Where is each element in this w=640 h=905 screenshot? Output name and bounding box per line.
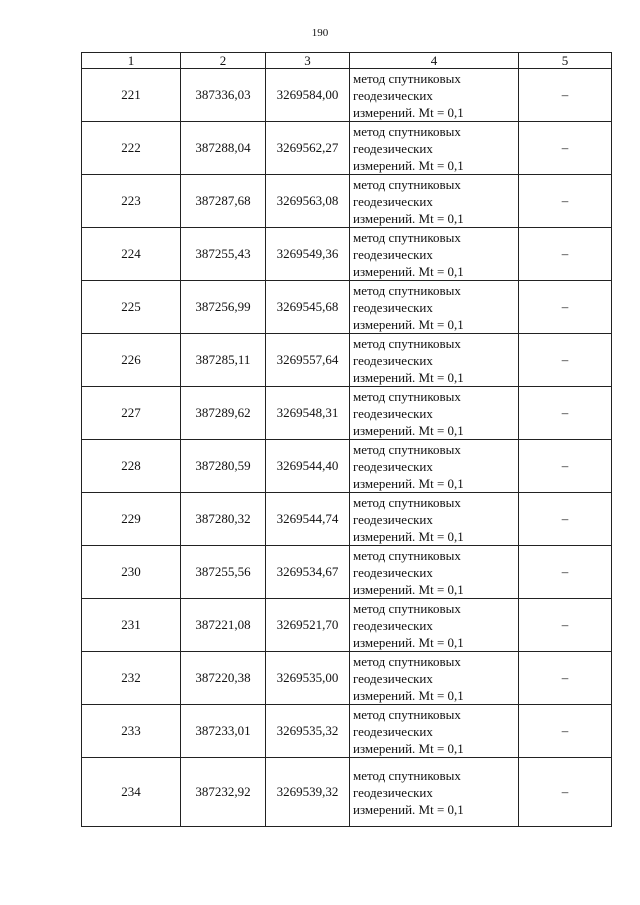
y-coordinate-cell: 3269545,68: [266, 281, 350, 334]
table-header-row: [82, 53, 612, 69]
x-coordinate-cell: 387255,43: [181, 228, 266, 281]
method-line: измерений. Mt = 0,1: [353, 687, 464, 703]
method-line: геодезических: [353, 405, 433, 421]
coordinates-table: [81, 52, 612, 827]
note-cell: –: [519, 546, 612, 599]
method-line: измерений. Mt = 0,1: [353, 740, 464, 756]
method-cell: [350, 546, 519, 599]
method-line: метод спутниковых: [353, 229, 461, 245]
method-cell: [350, 122, 519, 175]
method-cell: [350, 705, 519, 758]
x-coordinate-cell: 387233,01: [181, 705, 266, 758]
method-cell: [350, 652, 519, 705]
point-number-cell: 232: [82, 652, 181, 705]
x-coordinate-cell: 387280,59: [181, 440, 266, 493]
method-cell: [350, 758, 519, 827]
method-line: метод спутниковых: [353, 282, 461, 298]
table-row: [82, 546, 612, 599]
x-coordinate-cell: 387280,32: [181, 493, 266, 546]
method-line: измерений. Mt = 0,1: [353, 316, 464, 332]
x-coordinate-cell: 387287,68: [181, 175, 266, 228]
method-line: метод спутниковых: [353, 494, 461, 510]
method-line: измерений. Mt = 0,1: [353, 422, 464, 438]
point-number-cell: 223: [82, 175, 181, 228]
y-coordinate-cell: 3269544,74: [266, 493, 350, 546]
method-line: измерений. Mt = 0,1: [353, 210, 464, 226]
y-coordinate-cell: 3269535,32: [266, 705, 350, 758]
method-line: метод спутниковых: [353, 767, 461, 783]
column-header-3: 3: [266, 53, 350, 69]
table-row: [82, 175, 612, 228]
method-line: геодезических: [353, 511, 433, 527]
method-line: измерений. Mt = 0,1: [353, 104, 464, 120]
x-coordinate-cell: 387285,11: [181, 334, 266, 387]
method-line: геодезических: [353, 670, 433, 686]
method-line: метод спутниковых: [353, 547, 461, 563]
method-line: измерений. Mt = 0,1: [353, 157, 464, 173]
x-coordinate-cell: 387255,56: [181, 546, 266, 599]
method-line: измерений. Mt = 0,1: [353, 581, 464, 597]
y-coordinate-cell: 3269563,08: [266, 175, 350, 228]
note-cell: –: [519, 705, 612, 758]
point-number-cell: 228: [82, 440, 181, 493]
note-cell: –: [519, 69, 612, 122]
method-line: измерений. Mt = 0,1: [353, 475, 464, 491]
method-line: геодезических: [353, 299, 433, 315]
x-coordinate-cell: 387220,38: [181, 652, 266, 705]
y-coordinate-cell: 3269535,00: [266, 652, 350, 705]
method-cell: [350, 175, 519, 228]
method-cell: [350, 228, 519, 281]
point-number-cell: 229: [82, 493, 181, 546]
method-line: геодезических: [353, 193, 433, 209]
method-line: геодезических: [353, 87, 433, 103]
note-cell: –: [519, 387, 612, 440]
method-cell: [350, 334, 519, 387]
table-row: [82, 69, 612, 122]
y-coordinate-cell: 3269562,27: [266, 122, 350, 175]
point-number-cell: 233: [82, 705, 181, 758]
y-coordinate-cell: 3269544,40: [266, 440, 350, 493]
method-cell: [350, 440, 519, 493]
method-line: геодезических: [353, 352, 433, 368]
method-line: геодезических: [353, 784, 433, 800]
method-line: геодезических: [353, 564, 433, 580]
x-coordinate-cell: 387289,62: [181, 387, 266, 440]
table-row: [82, 228, 612, 281]
x-coordinate-cell: 387256,99: [181, 281, 266, 334]
method-line: измерений. Mt = 0,1: [353, 263, 464, 279]
point-number-cell: 231: [82, 599, 181, 652]
table-body: [82, 69, 612, 827]
x-coordinate-cell: 387336,03: [181, 69, 266, 122]
method-line: геодезических: [353, 458, 433, 474]
table-row: [82, 599, 612, 652]
note-cell: –: [519, 228, 612, 281]
point-number-cell: 224: [82, 228, 181, 281]
note-cell: –: [519, 493, 612, 546]
table-row: [82, 705, 612, 758]
method-line: геодезических: [353, 246, 433, 262]
table-row: [82, 440, 612, 493]
method-line: измерений. Mt = 0,1: [353, 801, 464, 817]
note-cell: –: [519, 440, 612, 493]
method-line: метод спутниковых: [353, 441, 461, 457]
point-number-cell: 227: [82, 387, 181, 440]
method-line: метод спутниковых: [353, 176, 461, 192]
note-cell: –: [519, 175, 612, 228]
table-row: [82, 493, 612, 546]
method-cell: [350, 387, 519, 440]
method-line: геодезических: [353, 140, 433, 156]
method-cell: [350, 599, 519, 652]
method-line: метод спутниковых: [353, 70, 461, 86]
x-coordinate-cell: 387288,04: [181, 122, 266, 175]
method-line: измерений. Mt = 0,1: [353, 528, 464, 544]
table-row: [82, 122, 612, 175]
table-row: [82, 334, 612, 387]
y-coordinate-cell: 3269534,67: [266, 546, 350, 599]
table-row: [82, 652, 612, 705]
column-header-5: 5: [519, 53, 612, 69]
y-coordinate-cell: 3269539,32: [266, 758, 350, 827]
method-line: метод спутниковых: [353, 388, 461, 404]
note-cell: –: [519, 122, 612, 175]
point-number-cell: 230: [82, 546, 181, 599]
y-coordinate-cell: 3269557,64: [266, 334, 350, 387]
point-number-cell: 225: [82, 281, 181, 334]
method-line: метод спутниковых: [353, 653, 461, 669]
method-line: измерений. Mt = 0,1: [353, 369, 464, 385]
note-cell: –: [519, 599, 612, 652]
y-coordinate-cell: 3269521,70: [266, 599, 350, 652]
note-cell: –: [519, 652, 612, 705]
method-cell: [350, 281, 519, 334]
table-row: [82, 387, 612, 440]
x-coordinate-cell: 387221,08: [181, 599, 266, 652]
table-row: [82, 281, 612, 334]
method-line: метод спутниковых: [353, 335, 461, 351]
point-number-cell: 221: [82, 69, 181, 122]
method-line: геодезических: [353, 617, 433, 633]
method-cell: [350, 69, 519, 122]
table-row: [82, 758, 612, 827]
column-header-1: 1: [82, 53, 181, 69]
note-cell: –: [519, 758, 612, 827]
page-number: 190: [311, 27, 329, 39]
y-coordinate-cell: 3269548,31: [266, 387, 350, 440]
point-number-cell: 226: [82, 334, 181, 387]
method-cell: [350, 493, 519, 546]
x-coordinate-cell: 387232,92: [181, 758, 266, 827]
method-line: геодезических: [353, 723, 433, 739]
point-number-cell: 222: [82, 122, 181, 175]
method-line: метод спутниковых: [353, 600, 461, 616]
y-coordinate-cell: 3269549,36: [266, 228, 350, 281]
note-cell: –: [519, 281, 612, 334]
method-line: метод спутниковых: [353, 706, 461, 722]
method-line: измерений. Mt = 0,1: [353, 634, 464, 650]
y-coordinate-cell: 3269584,00: [266, 69, 350, 122]
column-header-2: 2: [181, 53, 266, 69]
point-number-cell: 234: [82, 758, 181, 827]
note-cell: –: [519, 334, 612, 387]
method-line: метод спутниковых: [353, 123, 461, 139]
column-header-4: 4: [350, 53, 519, 69]
